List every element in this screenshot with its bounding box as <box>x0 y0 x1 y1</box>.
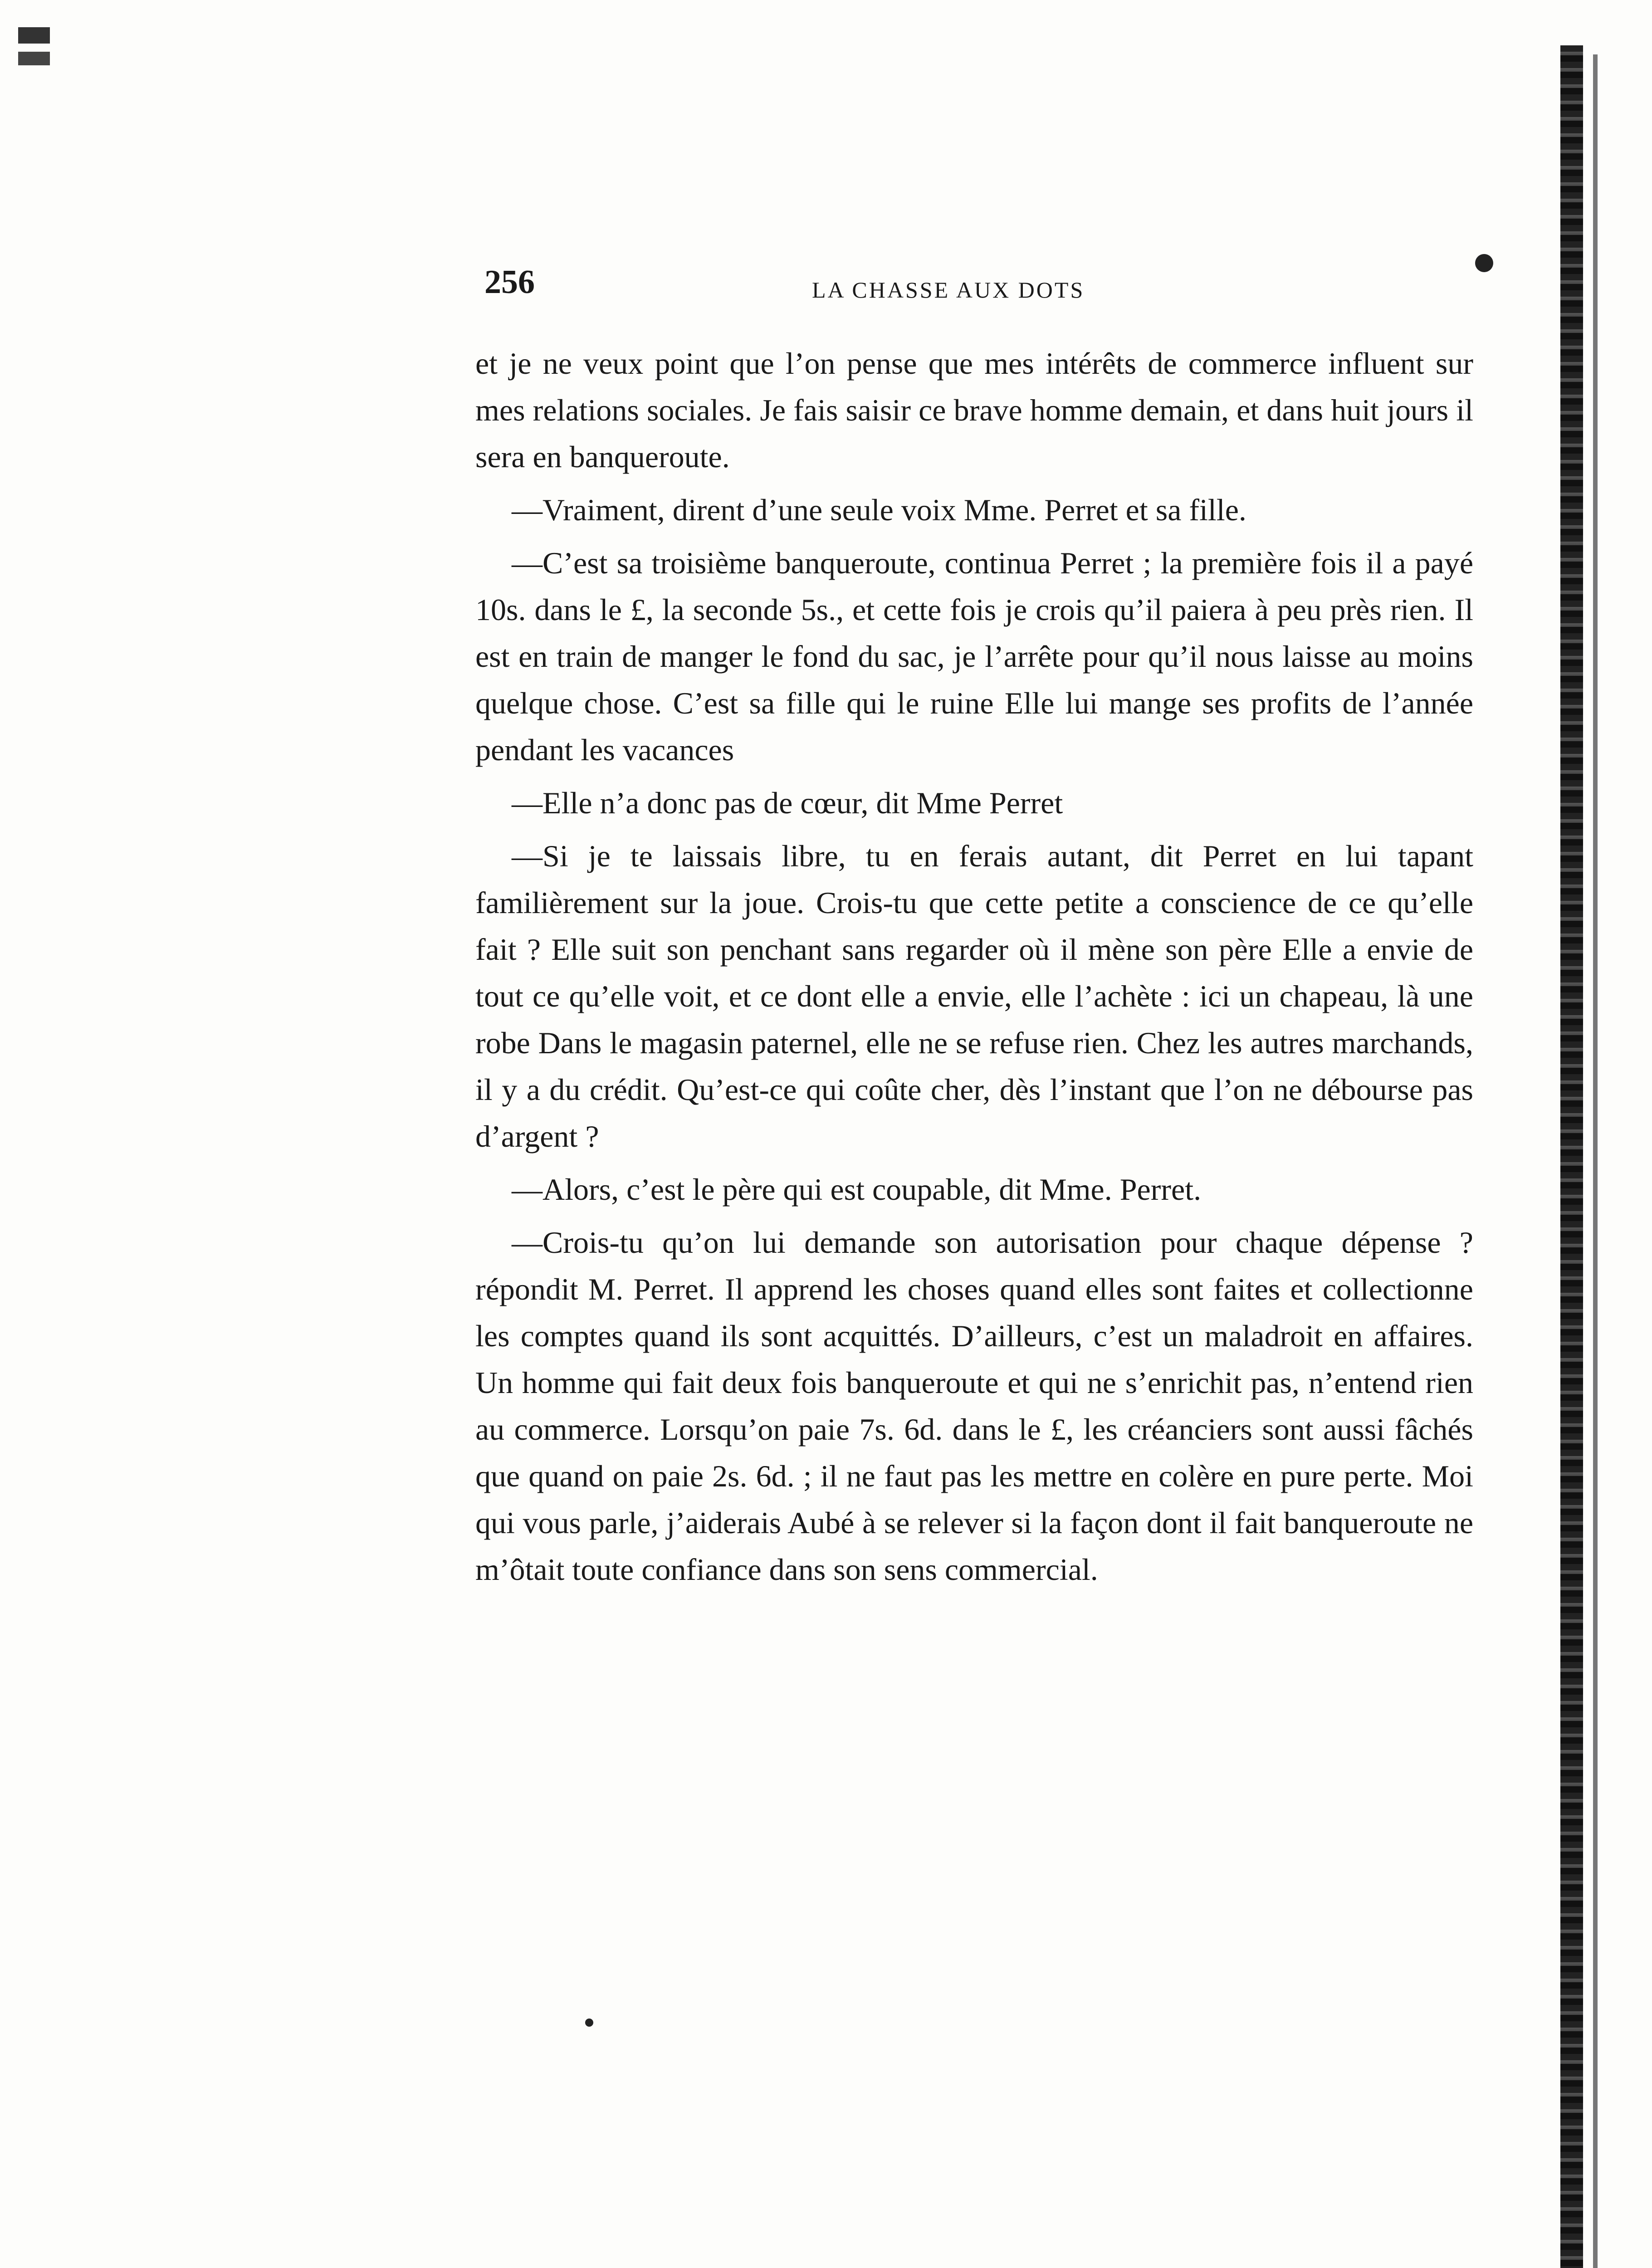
paragraph: —Vraiment, dirent d’une seule voix Mme. Perret et sa fille. <box>512 493 1246 527</box>
paragraph: —C’est sa troisième banqueroute, continua Perret ; la première fois il a payé 10s. dans le £, la seconde 5s., et cette fois je crois qu’il paiera à peu près rien. Il est en train de manger le fond du sac, je l’arrête pour qu’il nous laisse au moins quelque chose. C’est sa fille qui le ruine Elle lui mange ses profits de l’année pendant les vacances <box>475 546 1473 767</box>
running-head: LA CHASSE AUX DOTS <box>812 277 1085 303</box>
page-number: 256 <box>484 264 535 301</box>
ink-blot <box>1475 254 1493 272</box>
paragraph: —Si je te laissais libre, tu en ferais autant, dit Perret en lui tapant familièrement sur la joue. Crois-tu que cette petite a conscience de ce qu’elle fait ? Elle suit son penchant sans regarder où il mène son père Elle a envie de tout ce qu’elle voit, et ce dont elle a envie, elle l’achète : ici un chapeau, là une robe Dans le magasin paternel, elle ne se refuse rien. Chez les autres marchands, il y a du crédit. Qu’est-ce qui coûte cher, dès l’instant que l’on ne débourse pas d’argent ? <box>475 839 1473 1154</box>
body-text <box>475 340 1473 1599</box>
paragraph: —Crois-tu qu’on lui demande son autorisation pour chaque dépense ? répondit M. Perret. Il apprend les choses quand elles sont faites et collectionne les comptes quand ils sont acquittés. D’ailleurs, c’est un maladroit en affaires. Un homme qui fait deux fois banqueroute et qui ne s’enrichit pas, n’entend rien au commerce. Lorsqu’on paie 7s. 6d. dans le £, les créanciers sont aussi fâchés que quand on paie 2s. 6d. ; il ne faut pas les mettre en colère en pure perte. Moi qui vous parle, j’aiderais Aubé à se relever si la façon dont il fait banqueroute ne m’ôtait toute confiance dans son sens commercial. <box>475 1225 1473 1587</box>
paragraph: —Elle n’a donc pas de cœur, dit Mme Perret <box>512 786 1063 820</box>
paragraph: et je ne veux point que l’on pense que mes intérêts de commerce influent sur mes relations sociales. Je fais saisir ce brave homme demain, et dans huit jours il sera en banqueroute. <box>475 346 1473 474</box>
book-spine-edge <box>1560 45 1583 2268</box>
book-spine-edge-inner <box>1593 54 1598 2268</box>
scan-artifact-top-left <box>18 27 50 82</box>
paragraph: —Alors, c’est le père qui est coupable, dit Mme. Perret. <box>512 1172 1202 1207</box>
ink-speck <box>585 2019 593 2027</box>
